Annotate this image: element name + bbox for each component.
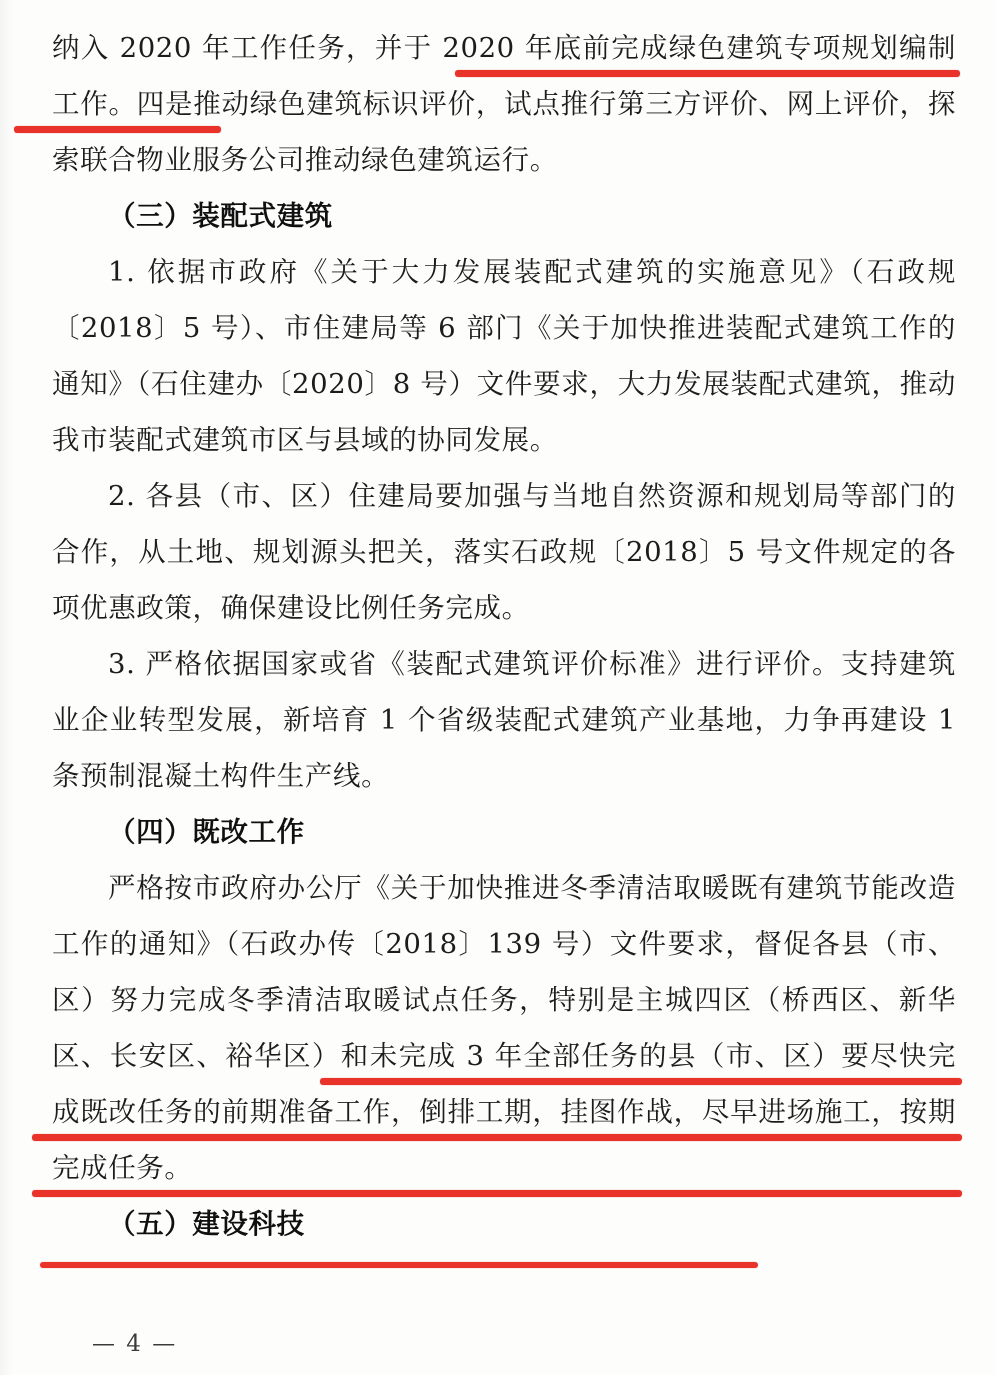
paragraph-text: 1. 依据市政府《关于大力发展装配式建筑的实施意见》（石政规〔2018〕5 号）、市住建局等 6 部门《关于加快推进装配式建筑工作的通知》（石住建办〔2020〕8 号）文件要求，大力发展装配式建筑，推动我市装配式建筑市区与县域的协同发展。 — [52, 256, 956, 456]
section-heading: （三）装配式建筑 — [108, 200, 333, 232]
paragraph-text: 严格按市政府办公厅《关于加快推进冬季清洁取暖既有建筑节能改造工作的通知》（石政办传〔2018〕139 号）文件要求，督促各县（市、区）努力完成冬季清洁取暖试点任务，特别是主城四区（桥西区、新华区、长安区、裕华区）和未完成 3 年全部任务的县（市、区）要尽快完成既改任务的前期准备工作，倒排工期，挂图作战，尽早进场施工，按期完成任务。 — [52, 872, 956, 1184]
paragraph-text: 2. 各县（市、区）住建局要加强与当地自然资源和规划局等部门的合作，从土地、规划源头把关，落实石政规〔2018〕5 号文件规定的各项优惠政策，确保建设比例任务完成。 — [52, 480, 956, 624]
document-body — [52, 20, 956, 1252]
paragraph-text: 纳入 2020 年工作任务，并于 2020 年底前完成绿色建筑专项规划编制工作。四是推动绿色建筑标识评价，试点推行第三方评价、网上评价，探索联合物业服务公司推动绿色建筑运行。 — [52, 32, 956, 176]
red-underline-mark — [40, 1262, 758, 1268]
page-number: — 4 — — [92, 1331, 178, 1357]
section-heading: （五）建设科技 — [108, 1208, 305, 1240]
section-heading: （四）既改工作 — [108, 816, 305, 848]
paragraph-text: 3. 严格依据国家或省《装配式建筑评价标准》进行评价。支持建筑业企业转型发展，新培育 1 个省级装配式建筑产业基地，力争再建设 1 条预制混凝土构件生产线。 — [52, 648, 956, 792]
